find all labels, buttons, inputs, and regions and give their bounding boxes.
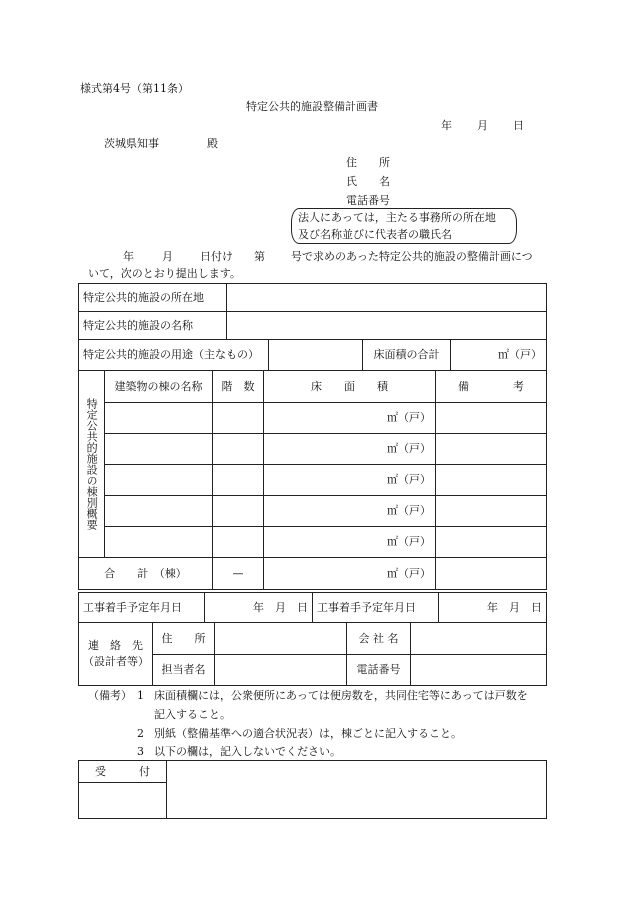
table-row-building-name[interactable] bbox=[105, 434, 213, 465]
construction-end-label: 工事着手予定年月日 bbox=[313, 593, 439, 623]
note-3-number: 3 bbox=[137, 745, 144, 758]
form-number: 様式第4号（第11条） bbox=[80, 82, 189, 95]
intro-dai: 第 bbox=[254, 250, 265, 263]
reception-stamp-area bbox=[79, 783, 167, 819]
contact-table bbox=[78, 622, 547, 686]
contact-label-line1: 連 絡 先 bbox=[88, 638, 143, 652]
table-row-building-name[interactable] bbox=[105, 465, 213, 496]
intro-text: 号で求めのあった特定公共的施設の整備計画につ bbox=[291, 250, 533, 263]
table-row-remarks[interactable] bbox=[436, 434, 547, 465]
total-floor-field[interactable]: ㎡（戸） bbox=[451, 340, 547, 371]
intro-month: 月 bbox=[162, 250, 173, 263]
construction-end-field[interactable]: 年 月 日 bbox=[439, 593, 547, 623]
note-1-continued: 記入すること。 bbox=[154, 708, 231, 721]
construction-start-label: 工事着手予定年月日 bbox=[79, 593, 205, 623]
contact-phone-label: 電話番号 bbox=[347, 655, 411, 686]
note-2-text: 別紙（整備基準への適合状況表）は，棟ごとに記入すること。 bbox=[154, 727, 462, 740]
name-label: 特定公共的施設の名称 bbox=[79, 312, 227, 340]
honorific: 殿 bbox=[207, 137, 218, 150]
construction-start-field[interactable]: 年 月 日 bbox=[205, 593, 313, 623]
page-title: 特定公共的施設整備計画書 bbox=[246, 100, 378, 113]
construction-table bbox=[78, 592, 547, 623]
reception-table bbox=[78, 760, 547, 819]
building-side-label: 特定公共的施設の棟別概要 bbox=[79, 371, 105, 558]
note-2-number: 2 bbox=[137, 727, 144, 740]
contact-person-field[interactable] bbox=[215, 655, 347, 686]
intro-line2: いて，次のとおり提出します。 bbox=[88, 267, 241, 280]
applicant-name-label: 氏 名 bbox=[346, 175, 390, 188]
table-row-floors[interactable] bbox=[213, 403, 264, 434]
col-header-floors: 階 数 bbox=[213, 371, 264, 403]
corporate-note-line2: 及び名称並びに代表者の職氏名 bbox=[298, 228, 452, 241]
location-field[interactable] bbox=[227, 284, 547, 312]
table-row-floors[interactable] bbox=[213, 434, 264, 465]
table-row-floor-area[interactable]: ㎡（戸） bbox=[264, 496, 436, 527]
table-row-floors[interactable] bbox=[213, 465, 264, 496]
note-1-number: 1 bbox=[137, 689, 144, 702]
use-field[interactable] bbox=[269, 340, 363, 371]
intro-day: 日付け bbox=[200, 250, 233, 263]
table-row-floor-area[interactable]: ㎡（戸） bbox=[264, 403, 436, 434]
date-day: 日 bbox=[513, 119, 524, 132]
contact-company-field[interactable] bbox=[411, 623, 547, 655]
table-row-floors[interactable] bbox=[213, 496, 264, 527]
table-row-floor-area[interactable]: ㎡（戸） bbox=[264, 465, 436, 496]
table-row-floors[interactable] bbox=[213, 527, 264, 558]
contact-label bbox=[79, 623, 153, 686]
total-row-remarks[interactable] bbox=[436, 558, 547, 590]
total-floor-label: 床面積の合計 bbox=[363, 340, 451, 371]
name-field[interactable] bbox=[227, 312, 547, 340]
table-row-remarks[interactable] bbox=[436, 403, 547, 434]
table-row-remarks[interactable] bbox=[436, 496, 547, 527]
table-row-building-name[interactable] bbox=[105, 496, 213, 527]
table-row-floor-area[interactable]: ㎡（戸） bbox=[264, 527, 436, 558]
note-3-text: 以下の欄は，記入しないでください。 bbox=[154, 745, 341, 758]
contact-person-label: 担当者名 bbox=[153, 655, 215, 686]
total-row-floors: — bbox=[213, 558, 264, 590]
contact-company-label: 会 社 名 bbox=[347, 623, 411, 655]
col-header-building-name: 建築物の棟の名称 bbox=[105, 371, 213, 403]
use-label: 特定公共的施設の用途（主なもの） bbox=[79, 340, 269, 371]
building-table bbox=[78, 370, 547, 590]
total-row-floor-area[interactable]: ㎡（戸） bbox=[264, 558, 436, 590]
date-month: 月 bbox=[477, 119, 488, 132]
table-row-floor-area[interactable]: ㎡（戸） bbox=[264, 434, 436, 465]
date-year: 年 bbox=[441, 119, 452, 132]
contact-address-label: 住 所 bbox=[153, 623, 215, 655]
col-header-remarks: 備 考 bbox=[436, 371, 547, 403]
table-row-remarks[interactable] bbox=[436, 465, 547, 496]
contact-phone-field[interactable] bbox=[411, 655, 547, 686]
applicant-phone-label: 電話番号 bbox=[346, 194, 390, 207]
addressee: 茨城県知事 bbox=[104, 137, 159, 150]
contact-address-field[interactable] bbox=[215, 623, 347, 655]
col-header-floor-area: 床 面 積 bbox=[264, 371, 436, 403]
notes-heading: （備考） bbox=[88, 689, 132, 702]
table-row-building-name[interactable] bbox=[105, 527, 213, 558]
total-row-label: 合 計 （棟） bbox=[79, 558, 213, 590]
table-row-building-name[interactable] bbox=[105, 403, 213, 434]
note-1-text: 床面積欄には，公衆便所にあっては便房数を，共同住宅等にあっては戸数を bbox=[154, 689, 528, 702]
reception-label: 受 付 bbox=[79, 761, 167, 783]
table-row-remarks[interactable] bbox=[436, 527, 547, 558]
corporate-note-line1: 法人にあっては，主たる事務所の所在地 bbox=[298, 211, 496, 224]
intro-year: 年 bbox=[123, 250, 134, 263]
reception-area bbox=[167, 761, 547, 819]
contact-label-line2: （設計者等） bbox=[83, 655, 149, 668]
location-label: 特定公共的施設の所在地 bbox=[79, 284, 227, 312]
applicant-address-label: 住 所 bbox=[346, 156, 390, 169]
facility-info-table bbox=[78, 283, 547, 371]
